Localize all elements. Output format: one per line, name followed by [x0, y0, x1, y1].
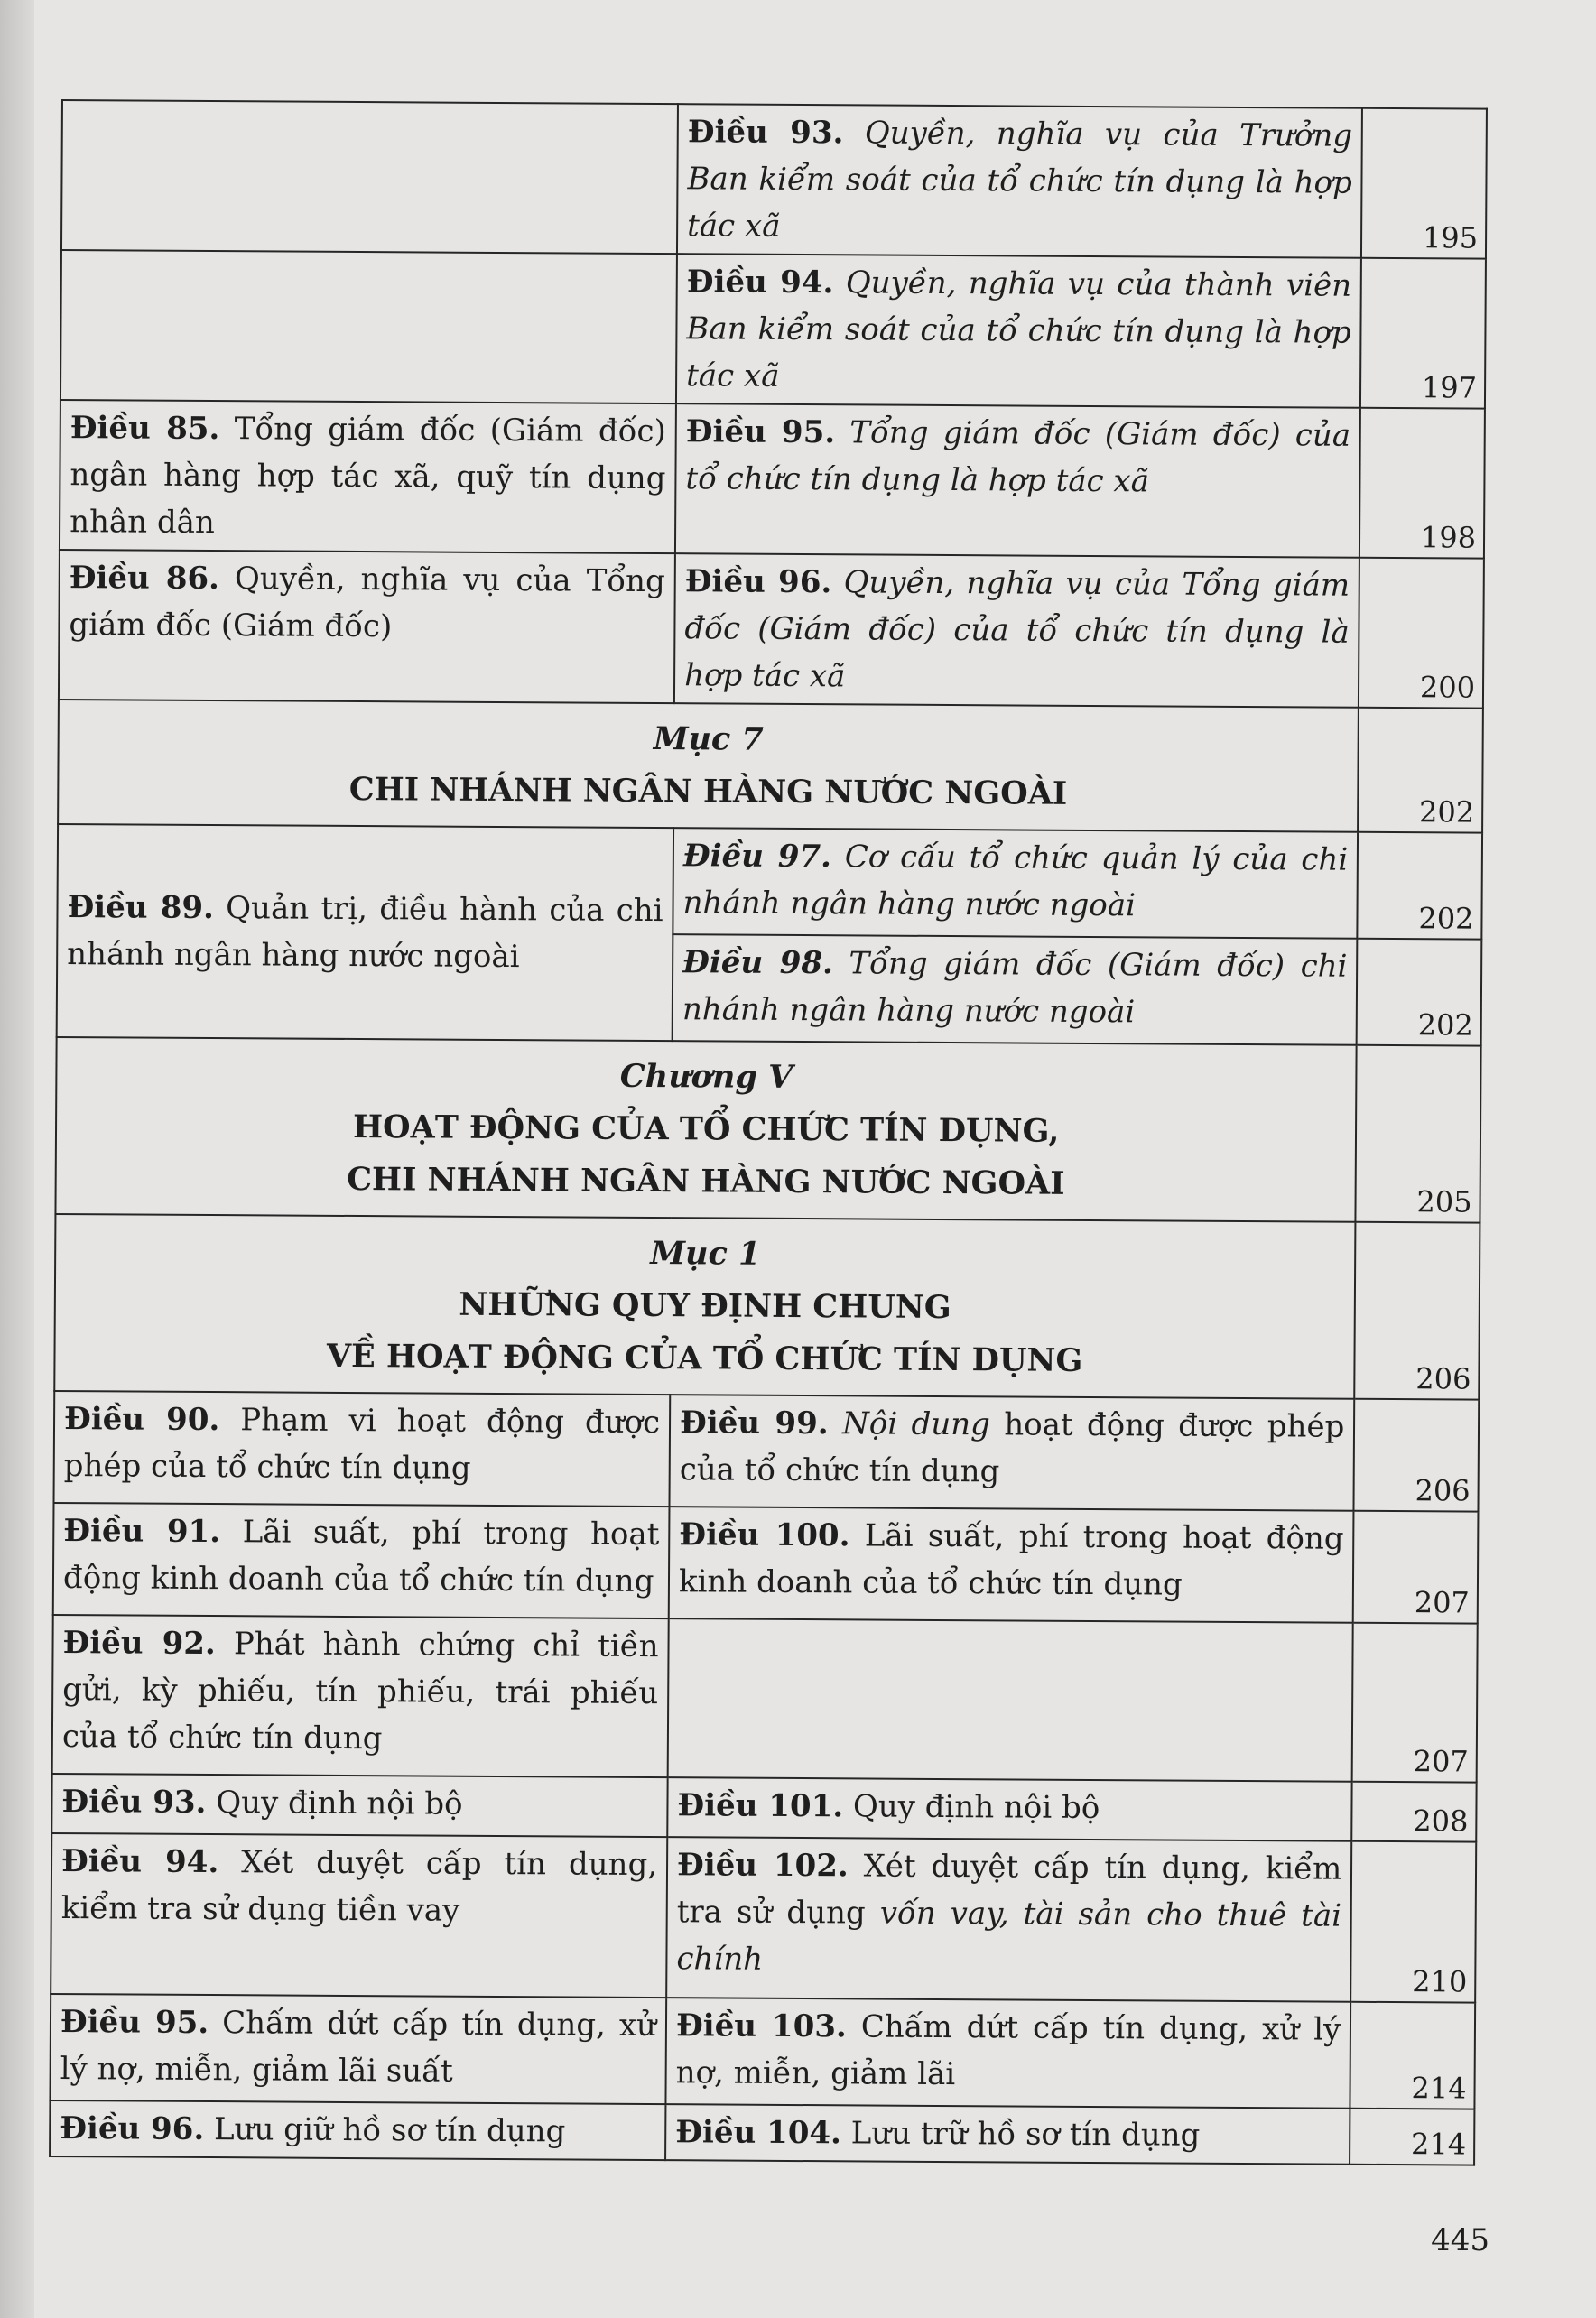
table-row — [51, 1774, 1476, 1842]
article-number: Điều 86. — [69, 560, 220, 598]
page-ref: 207 — [1352, 1623, 1478, 1783]
section-label: Mục 7 — [653, 720, 764, 758]
article-number: Điều 91. — [63, 1513, 221, 1551]
article-number: Điều 98. — [682, 944, 834, 982]
article-number: Điều 89. — [67, 889, 215, 927]
table-row — [53, 1503, 1479, 1624]
article-title: Quy định nội bộ — [216, 1785, 463, 1822]
chapter-heading — [55, 1037, 1356, 1222]
table-row — [54, 1391, 1480, 1512]
chapter-title-line2: CHI NHÁNH NGÂN HÀNG NƯỚC NGOÀI — [347, 1160, 1065, 1202]
page-ref: 198 — [1359, 408, 1485, 559]
section-heading — [54, 1214, 1355, 1399]
article-number: Điều 94. — [60, 1843, 219, 1881]
section-heading-row — [54, 1214, 1480, 1400]
section-heading-row — [58, 700, 1483, 833]
new-cell — [666, 1837, 1351, 2002]
article-title: Quyền, nghĩa vụ của Trưởng Ban kiểm soát của tổ chức tín dụng là hợp tác xã — [687, 115, 1353, 245]
old-cell — [52, 1615, 669, 1777]
article-number: Điều 103. — [675, 2007, 847, 2045]
table-row — [59, 550, 1484, 709]
chapter-title-line1: HOẠT ĐỘNG CỦA TỔ CHỨC TÍN DỤNG, — [352, 1108, 1060, 1150]
section-label: Mục 1 — [650, 1235, 761, 1273]
page-ref: 206 — [1354, 1399, 1479, 1512]
table-row — [50, 1994, 1475, 2109]
new-cell — [675, 403, 1360, 558]
section-title: CHI NHÁNH NGÂN HÀNG NƯỚC NGOÀI — [348, 770, 1068, 812]
article-title: Phát hành chứng chỉ tiền gửi, kỳ phiếu, tín phiếu, trái phiếu của tổ chức tín dụng — [61, 1626, 659, 1757]
section-title-line2: VỀ HOẠT ĐỘNG CỦA TỔ CHỨC TÍN DỤNG — [326, 1337, 1083, 1379]
article-number: Điều 104. — [675, 2114, 842, 2152]
article-title: Tổng giám đốc (Giám đốc) ngân hàng hợp tác xã, quỹ tín dụng nhân dân — [70, 411, 666, 542]
article-number: Điều 95. — [60, 2004, 209, 2042]
article-number: Điều 90. — [63, 1401, 220, 1439]
article-title: Quyền, nghĩa vụ của Tổng giám đốc (Giám đốc) — [69, 561, 665, 645]
chapter-heading-row — [55, 1037, 1480, 1223]
article-title: Lãi suất, phí trong hoạt động kinh doanh của tổ chức tín dụng — [62, 1514, 660, 1600]
article-title: Xét duyệt cấp tín dụng, kiểm tra sử dụng tiền vay — [60, 1844, 658, 1929]
new-cell-empty — [668, 1618, 1353, 1782]
page-ref: 208 — [1352, 1782, 1477, 1842]
page-ref: 202 — [1357, 939, 1481, 1046]
article-number: Điều 100. — [679, 1516, 850, 1554]
article-title: Lưu giữ hồ sơ tín dụng — [213, 2111, 566, 2150]
article-number: Điều 94. — [686, 264, 834, 301]
old-cell — [51, 1774, 667, 1837]
old-cell-empty — [60, 250, 677, 403]
chapter-label: Chương V — [619, 1057, 793, 1096]
new-cell — [669, 1507, 1354, 1623]
article-title: Chấm dứt cấp tín dụng, xử lý nợ, miễn, giảm lãi — [675, 2008, 1341, 2093]
article-title: Cơ cấu tổ chức quản lý của chi nhánh ngân hàng nước ngoài — [682, 839, 1349, 924]
section-title-line1: NHỮNG QUY ĐỊNH CHUNG — [459, 1285, 951, 1327]
page-ref: 195 — [1361, 108, 1487, 259]
article-number: Điều 96. — [60, 2110, 205, 2148]
new-cell — [670, 1395, 1355, 1511]
page-ref: 202 — [1358, 832, 1482, 940]
new-cell — [667, 1777, 1352, 1841]
old-cell — [53, 1503, 670, 1618]
article-title: Quản trị, điều hành của chi nhánh ngân hàng nước ngoài — [67, 890, 663, 976]
book-spine-shadow — [0, 0, 34, 2318]
section-heading — [58, 700, 1359, 832]
page-ref: 197 — [1360, 258, 1486, 409]
table-row — [60, 400, 1485, 559]
table-row — [57, 824, 1482, 940]
old-cell — [54, 1391, 671, 1507]
old-cell — [50, 2100, 665, 2160]
page-ref: 205 — [1356, 1045, 1481, 1223]
comparison-table — [49, 99, 1488, 2166]
page-number: 445 — [1431, 2222, 1489, 2258]
article-title-italic: vốn vay, tài sản cho thuê tài chính — [676, 1895, 1342, 1978]
article-number: Điều 96. — [684, 563, 832, 601]
new-cell — [676, 254, 1361, 408]
page-ref: 202 — [1358, 708, 1483, 833]
table-row — [50, 2100, 1474, 2165]
article-title: Phạm vi hoạt động được phép của tổ chức tín dụng — [63, 1402, 661, 1487]
new-cell — [673, 934, 1358, 1045]
table-row — [61, 100, 1487, 259]
article-number: Điều 85. — [70, 410, 220, 448]
article-title: Tổng giám đốc (Giám đốc) của tổ chức tín dụng là hợp tác xã — [685, 414, 1351, 500]
page-ref: 200 — [1359, 558, 1484, 709]
old-cell-empty — [61, 100, 678, 254]
article-number: Điều 93. — [61, 1784, 207, 1822]
table-row — [51, 1833, 1476, 2003]
new-cell — [673, 828, 1358, 939]
page-ref: 214 — [1350, 2109, 1474, 2165]
new-cell — [665, 1998, 1350, 2109]
table-row — [60, 250, 1486, 409]
article-title: Tổng giám đốc (Giám đốc) chi nhánh ngân hàng nước ngoài — [682, 945, 1348, 1031]
article-title-italic: Nội dung — [841, 1405, 990, 1443]
article-title: Quyền, nghĩa vụ của Tổng giám đốc (Giám đốc) của tổ chức tín dụng là hợp tác xã — [684, 564, 1350, 695]
article-number: Điều 97. — [682, 838, 832, 876]
article-number: Điều 99. — [679, 1405, 829, 1442]
new-cell — [677, 104, 1362, 258]
article-number: Điều 93. — [687, 114, 844, 152]
page-ref: 206 — [1355, 1222, 1480, 1400]
article-number: Điều 95. — [685, 413, 836, 451]
old-cell — [50, 1994, 666, 2104]
article-number: Điều 101. — [677, 1787, 844, 1825]
page-ref: 214 — [1350, 2002, 1475, 2109]
article-number: Điều 102. — [676, 1847, 849, 1885]
new-cell — [665, 2104, 1350, 2165]
table-row — [52, 1615, 1478, 1783]
old-cell — [59, 550, 675, 703]
article-title: Lãi suất, phí trong hoạt động kinh doanh của tổ chức tín dụng — [678, 1517, 1344, 1603]
page-ref: 210 — [1350, 1841, 1476, 2003]
article-title: Xét duyệt cấp tín dụng, kiểm tra sử dụng — [676, 1848, 1342, 1932]
old-cell — [57, 824, 673, 1041]
article-number: Điều 92. — [62, 1625, 216, 1663]
article-title: Quyền, nghĩa vụ của thành viên Ban kiểm soát của tổ chức tín dụng là hợp tác xã — [686, 264, 1352, 394]
article-title: Lưu trữ hồ sơ tín dụng — [850, 2115, 1201, 2154]
page-ref: 207 — [1353, 1511, 1478, 1624]
new-cell — [674, 553, 1359, 708]
article-title: Quy định nội bộ — [852, 1788, 1100, 1827]
old-cell — [60, 400, 676, 553]
article-title: Chấm dứt cấp tín dụng, xử lý nợ, miễn, giảm lãi suất — [60, 2005, 657, 2090]
old-cell — [51, 1833, 667, 1998]
article-title: hoạt động được phép của tổ chức tín dụng — [679, 1406, 1345, 1490]
book-page — [34, 0, 1596, 2318]
